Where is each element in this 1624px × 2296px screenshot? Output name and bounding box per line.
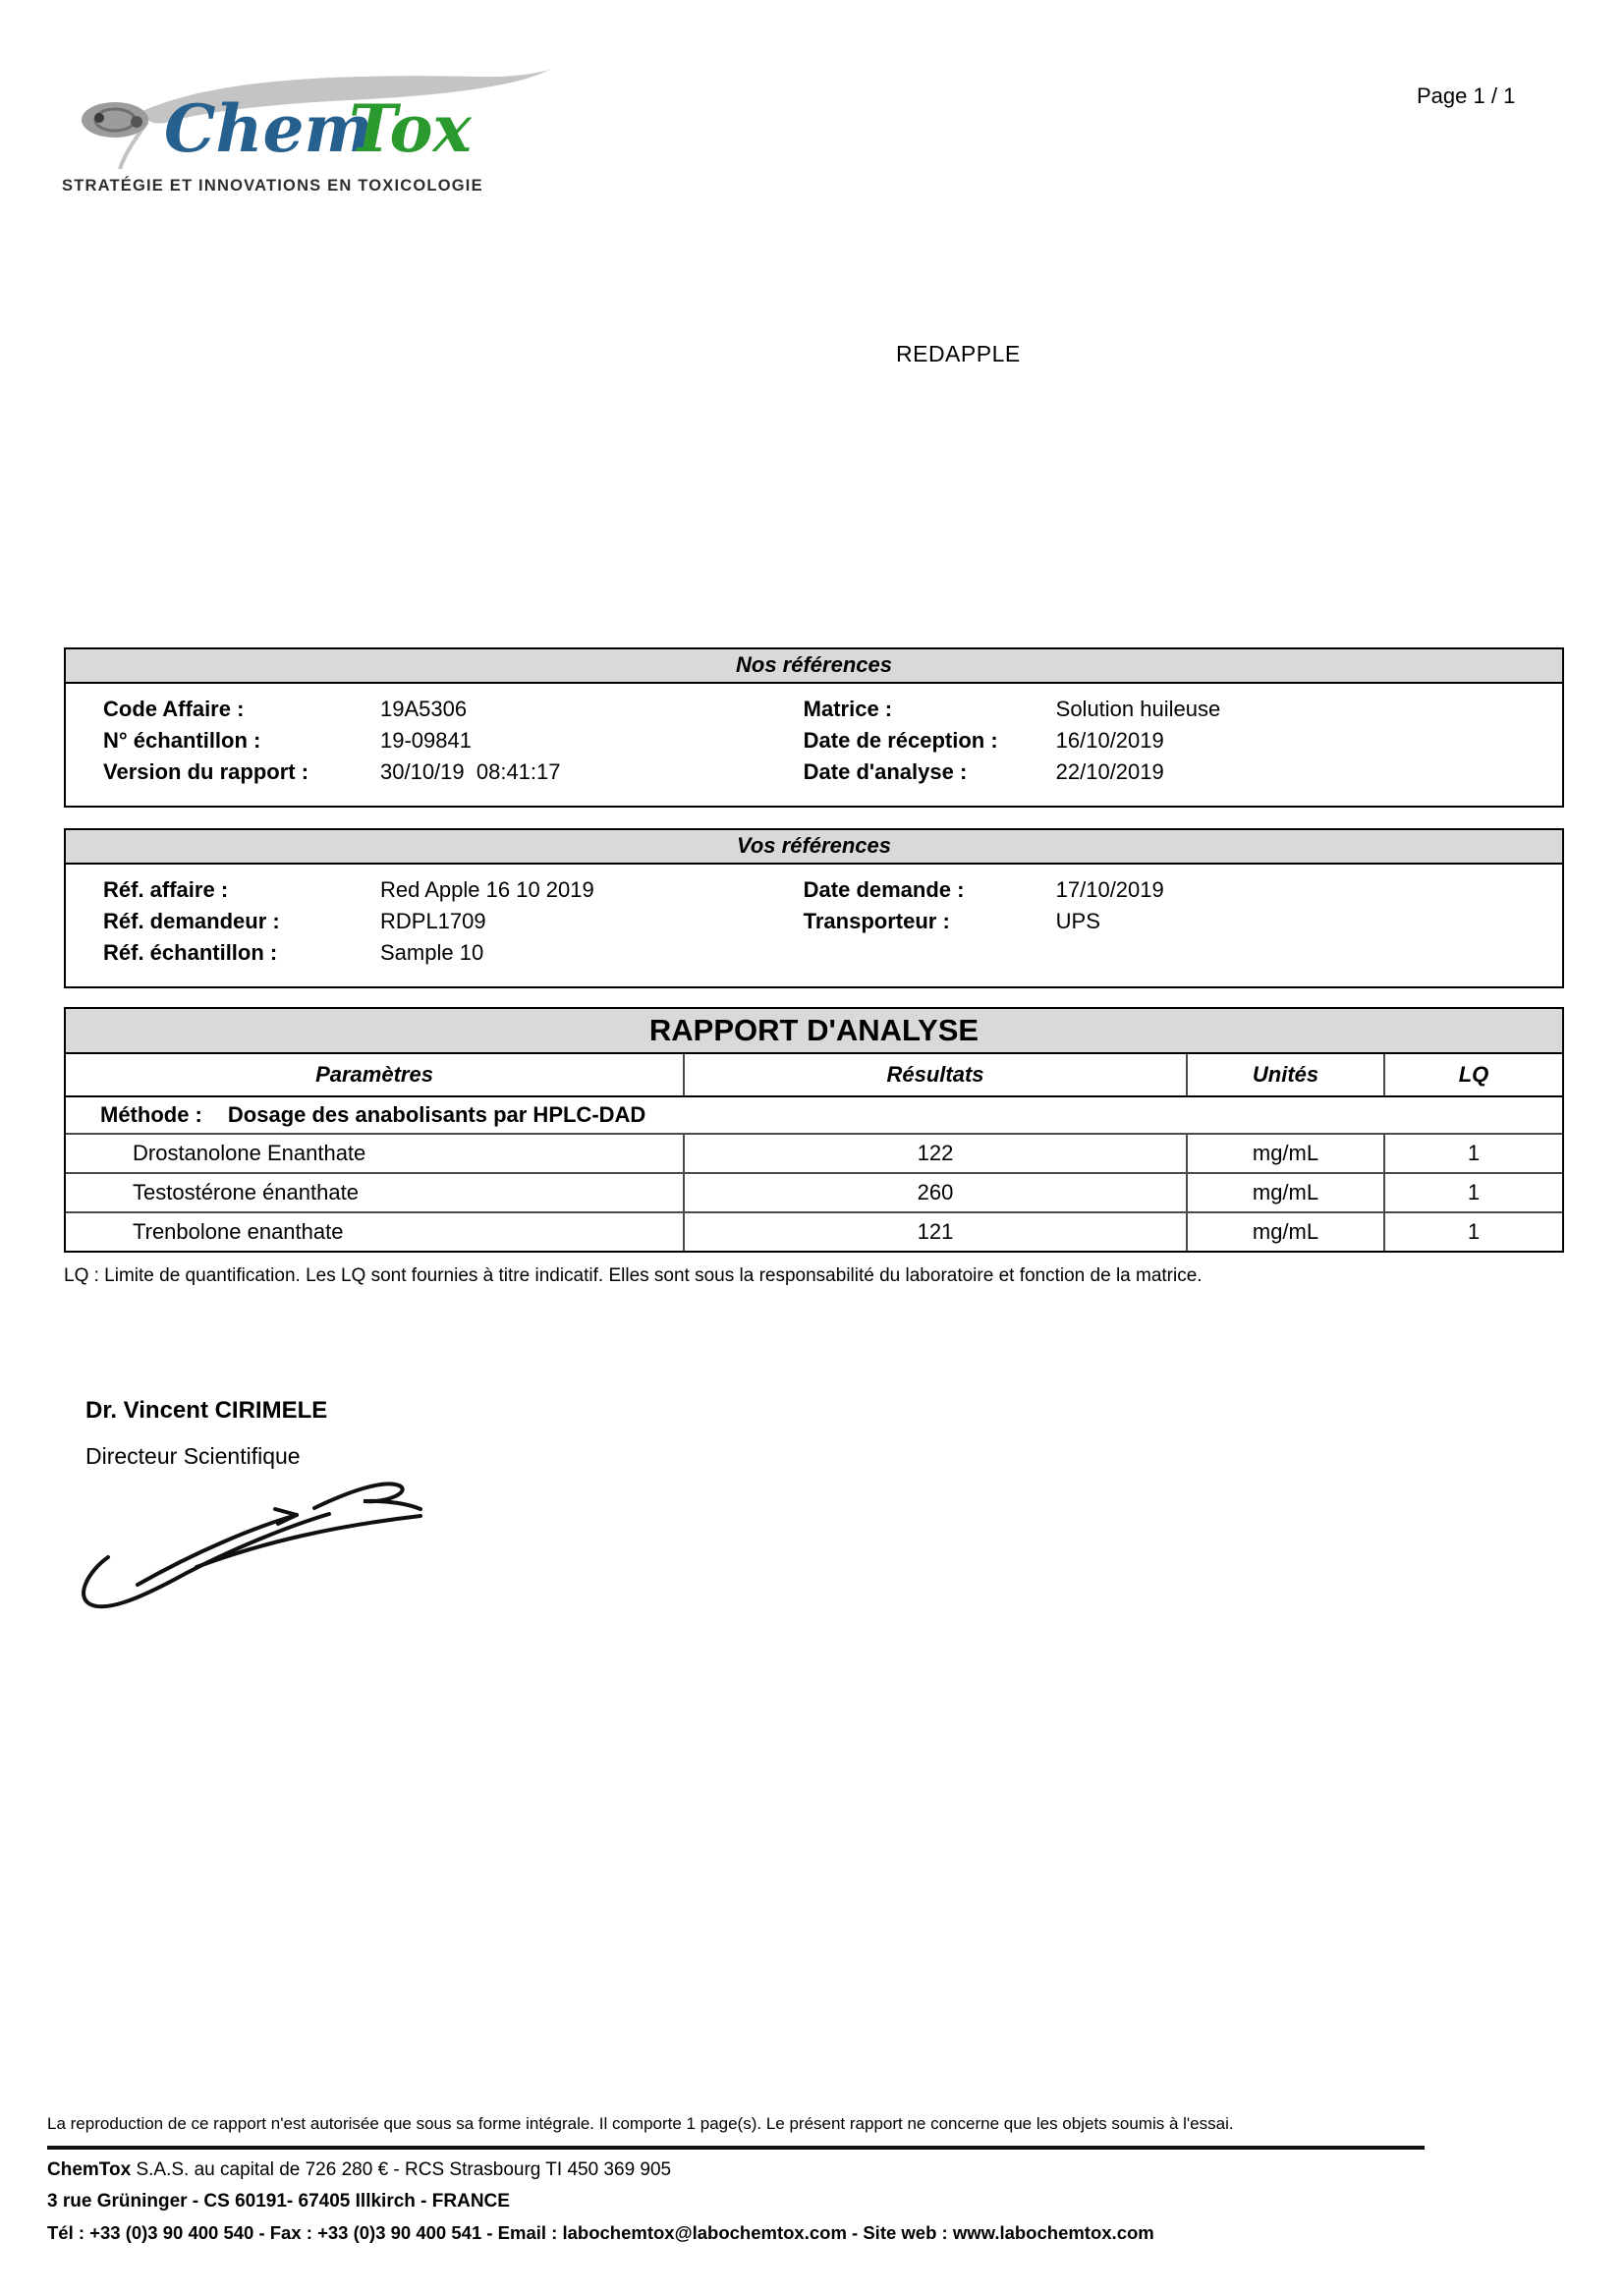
field-label: Date d'analyse : (803, 759, 968, 784)
field-label: Matrice : (803, 697, 893, 721)
analyte-row (66, 1135, 1562, 1174)
field-row (103, 756, 792, 788)
reproduction-note: La reproduction de ce rapport n'est autorisée que sous sa forme intégrale. Il comporte 1 page(s). Le présent rapport ne concerne que les objets soumis à l'essai. (47, 2114, 1234, 2133)
unit-value: mg/mL (1188, 1174, 1385, 1211)
signatory-name: Dr. Vincent CIRIMELE (85, 1397, 328, 1424)
nos-references-right-column (792, 694, 1562, 788)
field-label: Transporteur : (803, 909, 950, 933)
field-row (804, 725, 1562, 756)
field-label: N° échantillon : (103, 728, 261, 753)
vos-references-table (64, 828, 1564, 988)
field-row (804, 906, 1562, 937)
logo-text-chem: Chem (164, 90, 373, 167)
table-title-nos-references: Nos références (66, 649, 1562, 684)
field-label: Date de réception : (803, 728, 998, 753)
lq-value: 1 (1467, 1180, 1481, 1204)
vos-references-right-column (792, 874, 1562, 969)
signatory-title: Directeur Scientifique (85, 1443, 301, 1469)
field-label: Date demande : (803, 877, 965, 902)
company-address: 3 rue Grüninger - CS 60191- 67405 Illkirch - FRANCE (47, 2191, 510, 2212)
field-label: Réf. échantillon : (103, 940, 278, 965)
footer-rule (47, 2146, 1425, 2150)
column-header-resultats: Résultats (685, 1054, 1188, 1095)
vos-references-left-column (66, 874, 792, 969)
logo-text-tox: Tox (349, 90, 472, 167)
lq-value: 1 (1467, 1141, 1481, 1165)
field-value: Red Apple 16 10 2019 (380, 877, 594, 902)
result-value: 260 (685, 1174, 1188, 1211)
field-label: Réf. affaire : (103, 877, 229, 902)
unit-value: mg/mL (1188, 1135, 1385, 1172)
company-info (47, 2159, 671, 2181)
method-value: Dosage des anabolisants par HPLC-DAD (227, 1102, 646, 1127)
field-row (103, 906, 792, 937)
method-label: Méthode : (100, 1102, 202, 1127)
analyte-row (66, 1213, 1562, 1251)
nos-references-body (66, 684, 1562, 806)
lq-value: 1 (1467, 1219, 1481, 1244)
page-indicator: Page 1 / 1 (1417, 84, 1516, 108)
nos-references-table (64, 647, 1564, 808)
lq-footnote: LQ : Limite de quantification. Les LQ sont fournies à titre indicatif. Elles sont sous la responsabilité du laboratoire et fonction de la matrice. (64, 1265, 1203, 1286)
nos-references-left-column (66, 694, 792, 788)
company-name: ChemTox (47, 2159, 132, 2180)
field-value: 30/10/19 08:41:17 (380, 759, 561, 784)
signature-image (79, 1471, 422, 1616)
chemtox-logo-graphic (54, 61, 565, 171)
analyte-name: Drostanolone Enanthate (66, 1135, 685, 1172)
field-value: Sample 10 (380, 940, 484, 965)
field-value: 17/10/2019 (1055, 877, 1164, 902)
field-value: RDPL1709 (380, 909, 486, 933)
analyte-name: Trenbolone enanthate (66, 1213, 685, 1251)
company-legal: S.A.S. au capital de 726 280 € - RCS Strasbourg TI 450 369 905 (131, 2159, 672, 2180)
table-title-vos-references: Vos références (66, 830, 1562, 865)
column-header-unites: Unités (1188, 1054, 1385, 1095)
field-row (103, 874, 792, 906)
field-row (804, 874, 1562, 906)
field-label: Code Affaire : (103, 697, 245, 721)
field-value: 16/10/2019 (1055, 728, 1164, 753)
field-value: Solution huileuse (1055, 697, 1221, 721)
unit-value: mg/mL (1188, 1213, 1385, 1251)
field-value: 19-09841 (380, 728, 472, 753)
analysis-report-table (64, 1007, 1564, 1253)
field-value: 19A5306 (380, 697, 468, 721)
report-column-headers (66, 1054, 1562, 1097)
client-name: REDAPPLE (896, 341, 1021, 366)
company-contact: Tél : +33 (0)3 90 400 540 - Fax : +33 (0)3 90 400 541 - Email : labochemtox@labochemtox.com - Site web : www.labochemtox.com (47, 2222, 1154, 2243)
analyte-row (66, 1174, 1562, 1213)
field-row (103, 937, 792, 969)
field-row (103, 694, 792, 725)
logo-tagline: STRATÉGIE ET INNOVATIONS EN TOXICOLOGIE (62, 177, 483, 195)
column-header-lq: LQ (1458, 1062, 1489, 1087)
analyte-name: Testostérone énanthate (66, 1174, 685, 1211)
field-row (804, 694, 1562, 725)
field-label: Réf. demandeur : (103, 909, 280, 933)
result-value: 121 (685, 1213, 1188, 1251)
report-title: RAPPORT D'ANALYSE (66, 1009, 1562, 1054)
vos-references-body (66, 865, 1562, 986)
field-value: UPS (1055, 909, 1100, 933)
column-header-parametres: Paramètres (66, 1054, 685, 1095)
method-row (66, 1097, 1562, 1135)
field-label: Version du rapport : (103, 759, 309, 784)
field-row (804, 756, 1562, 788)
result-value: 122 (685, 1135, 1188, 1172)
field-value: 22/10/2019 (1055, 759, 1164, 784)
field-row (103, 725, 792, 756)
chemtox-logo (54, 61, 575, 195)
